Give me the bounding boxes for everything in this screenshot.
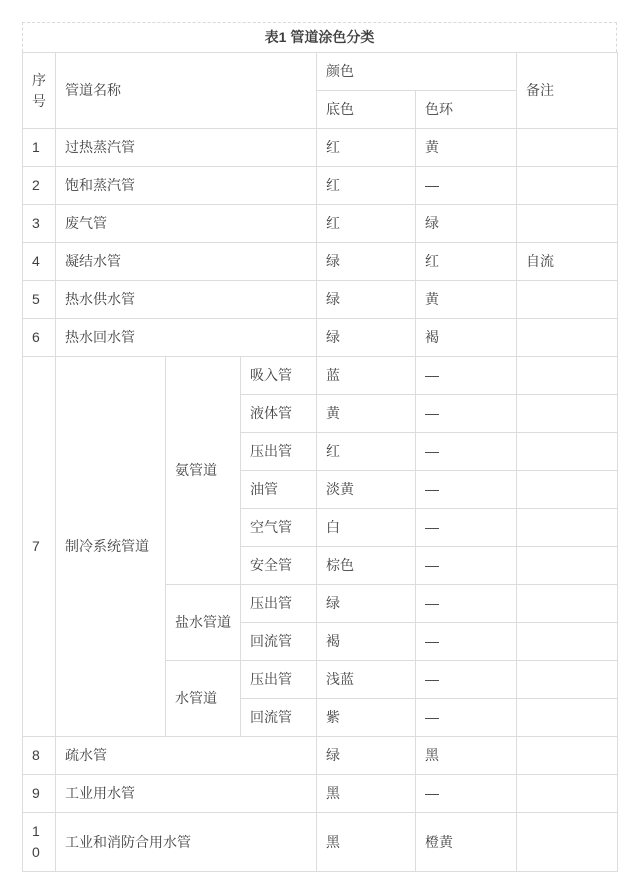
- cell-color-ring: 绿: [416, 205, 517, 243]
- cell-pipe-name: 废气管: [56, 205, 317, 243]
- cell-base-color: 绿: [317, 243, 416, 281]
- cell-base-color: 白: [317, 509, 416, 547]
- cell-sub-pipe-name: 油管: [241, 471, 317, 509]
- cell-sub-pipe-name: 吸入管: [241, 357, 317, 395]
- cell-sub-pipe-name: 液体管: [241, 395, 317, 433]
- cell-remark: [517, 395, 618, 433]
- cell-sub-pipe-name: 压出管: [241, 661, 317, 699]
- cell-remark: [517, 547, 618, 585]
- table-row: [23, 167, 618, 205]
- header-row-1: [23, 53, 618, 91]
- cell-sub-pipe-name: 安全管: [241, 547, 317, 585]
- cell-base-color: 蓝: [317, 357, 416, 395]
- cell-pipe-name: 凝结水管: [56, 243, 317, 281]
- cell-color-ring: —: [416, 395, 517, 433]
- cell-sub-pipe-name: 压出管: [241, 433, 317, 471]
- table-row: [23, 775, 618, 813]
- cell-color-ring: —: [416, 775, 517, 813]
- cell-sub-pipe-name: 回流管: [241, 623, 317, 661]
- cell-remark: 自流: [517, 243, 618, 281]
- cell-remark: [517, 661, 618, 699]
- table-row: [23, 319, 618, 357]
- cell-no: 5: [23, 281, 56, 319]
- cell-subgroup-name: 氨管道: [166, 357, 241, 585]
- cell-base-color: 绿: [317, 319, 416, 357]
- cell-sub-pipe-name: 压出管: [241, 585, 317, 623]
- cell-remark: [517, 509, 618, 547]
- table-caption-box: [22, 22, 617, 52]
- cell-color-ring: 红: [416, 243, 517, 281]
- cell-color-ring: 黄: [416, 129, 517, 167]
- cell-color-ring: —: [416, 433, 517, 471]
- cell-remark: [517, 585, 618, 623]
- cell-base-color: 绿: [317, 585, 416, 623]
- table-row: [23, 243, 618, 281]
- cell-remark: [517, 433, 618, 471]
- cell-no: 4: [23, 243, 56, 281]
- cell-no: 10: [23, 813, 56, 872]
- cell-no: 7: [23, 357, 56, 737]
- pipe-color-table: [22, 52, 618, 872]
- cell-base-color: 红: [317, 433, 416, 471]
- cell-base-color: 棕色: [317, 547, 416, 585]
- cell-color-ring: 褐: [416, 319, 517, 357]
- cell-base-color: 紫: [317, 699, 416, 737]
- table-row-group7: [23, 357, 618, 395]
- cell-base-color: 红: [317, 205, 416, 243]
- header-remark: 备注: [517, 53, 618, 129]
- header-color-ring: 色环: [416, 91, 517, 129]
- cell-base-color: 红: [317, 167, 416, 205]
- cell-remark: [517, 357, 618, 395]
- cell-base-color: 淡黄: [317, 471, 416, 509]
- cell-base-color: 黑: [317, 775, 416, 813]
- table-row: [23, 281, 618, 319]
- cell-color-ring: —: [416, 623, 517, 661]
- cell-pipe-name: 热水回水管: [56, 319, 317, 357]
- cell-pipe-name: 疏水管: [56, 737, 317, 775]
- cell-color-ring: —: [416, 585, 517, 623]
- cell-subgroup-name: 水管道: [166, 661, 241, 737]
- cell-remark: [517, 699, 618, 737]
- cell-no: 6: [23, 319, 56, 357]
- cell-color-ring: —: [416, 471, 517, 509]
- cell-color-ring: 黄: [416, 281, 517, 319]
- cell-remark: [517, 129, 618, 167]
- cell-group-name: 制冷系统管道: [56, 357, 166, 737]
- cell-sub-pipe-name: 空气管: [241, 509, 317, 547]
- cell-remark: [517, 813, 618, 872]
- table-title: 表1 管道涂色分类: [264, 29, 375, 45]
- cell-remark: [517, 167, 618, 205]
- cell-remark: [517, 319, 618, 357]
- cell-color-ring: —: [416, 357, 517, 395]
- cell-no: 9: [23, 775, 56, 813]
- cell-base-color: 黄: [317, 395, 416, 433]
- cell-base-color: 褐: [317, 623, 416, 661]
- header-color: 颜色: [317, 53, 517, 91]
- cell-color-ring: —: [416, 699, 517, 737]
- table-row: [23, 129, 618, 167]
- cell-subgroup-name: 盐水管道: [166, 585, 241, 661]
- cell-remark: [517, 281, 618, 319]
- cell-sub-pipe-name: 回流管: [241, 699, 317, 737]
- header-name: 管道名称: [56, 53, 317, 129]
- cell-color-ring: 黑: [416, 737, 517, 775]
- cell-no: 1: [23, 129, 56, 167]
- cell-color-ring: 橙黄: [416, 813, 517, 872]
- cell-remark: [517, 737, 618, 775]
- cell-base-color: 浅蓝: [317, 661, 416, 699]
- cell-pipe-name: 饱和蒸汽管: [56, 167, 317, 205]
- cell-remark: [517, 775, 618, 813]
- cell-color-ring: —: [416, 547, 517, 585]
- header-base-color: 底色: [317, 91, 416, 129]
- cell-pipe-name: 工业用水管: [56, 775, 317, 813]
- cell-remark: [517, 471, 618, 509]
- cell-base-color: 黑: [317, 813, 416, 872]
- cell-remark: [517, 623, 618, 661]
- table-row: [23, 813, 618, 872]
- table-row: [23, 737, 618, 775]
- cell-base-color: 绿: [317, 737, 416, 775]
- cell-remark: [517, 205, 618, 243]
- cell-base-color: 红: [317, 129, 416, 167]
- cell-no: 2: [23, 167, 56, 205]
- cell-color-ring: —: [416, 509, 517, 547]
- cell-no: 3: [23, 205, 56, 243]
- cell-color-ring: —: [416, 661, 517, 699]
- cell-no: 8: [23, 737, 56, 775]
- header-no: 序号: [23, 53, 56, 129]
- cell-pipe-name: 热水供水管: [56, 281, 317, 319]
- cell-color-ring: —: [416, 167, 517, 205]
- cell-pipe-name: 工业和消防合用水管: [56, 813, 317, 872]
- cell-base-color: 绿: [317, 281, 416, 319]
- table-row: [23, 205, 618, 243]
- cell-pipe-name: 过热蒸汽管: [56, 129, 317, 167]
